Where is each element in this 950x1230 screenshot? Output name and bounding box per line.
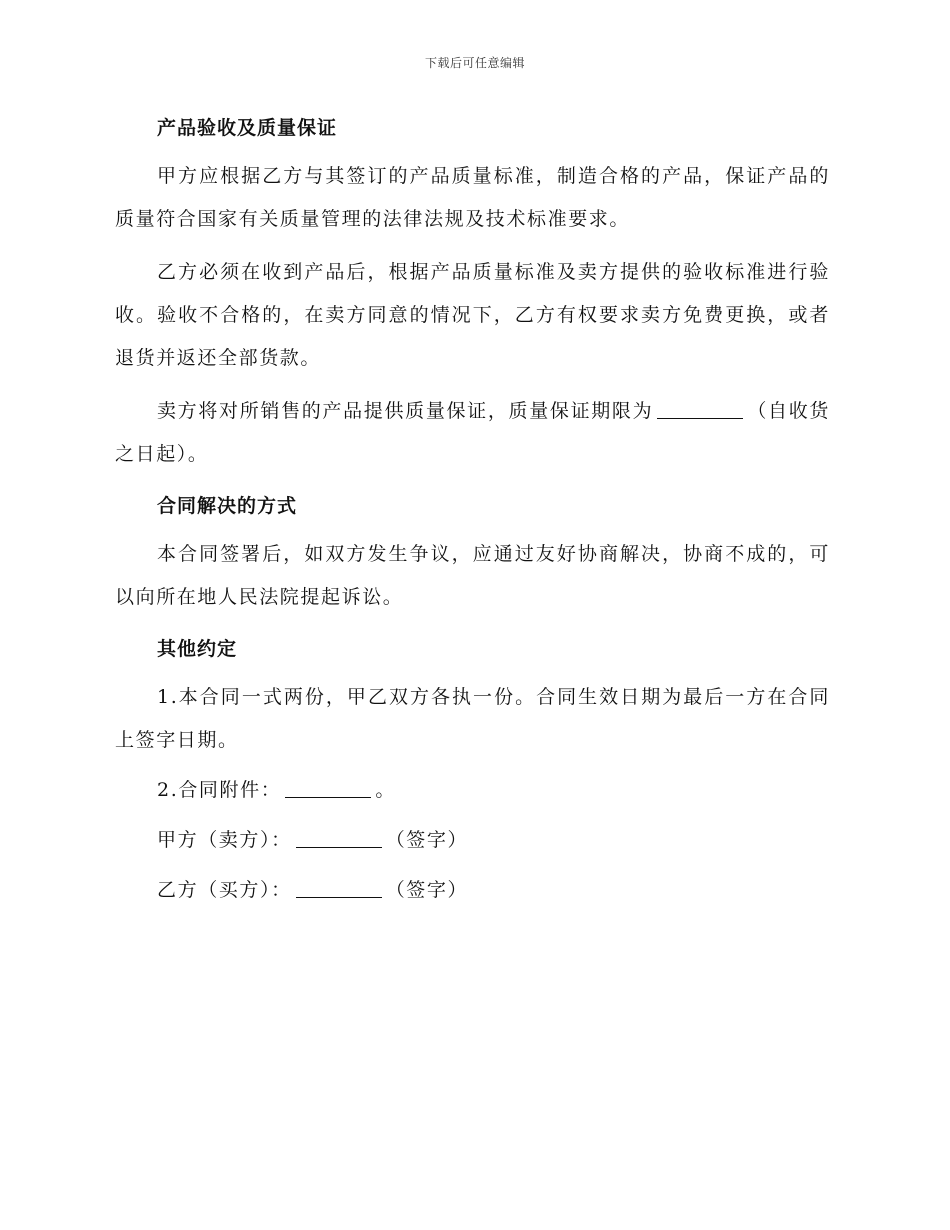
page-header: 下载后可任意编辑 — [424, 56, 525, 70]
warranty-text-after: （自收货之日起）。 — [115, 400, 830, 465]
party-b-signature-line — [157, 869, 830, 912]
warranty-period-blank — [657, 400, 743, 419]
party-b-signature-blank — [296, 879, 382, 898]
section-title-other: 其他约定 — [157, 638, 238, 660]
acceptance-paragraph-2: 乙方必须在收到产品后，根据产品质量标准及卖方提供的验收标准进行验收。验收不合格的，在卖方同意的情况下，乙方有权要求卖方免费更换，或者退货并返还全部货款。 — [115, 261, 830, 369]
party-a-signature-blank — [296, 829, 382, 848]
party-b-label: 乙方（买方）： — [157, 879, 292, 901]
attachment-end: 。 — [375, 779, 396, 801]
party-a-label: 甲方（卖方）： — [157, 829, 292, 851]
party-a-signature-line — [157, 819, 830, 862]
section-title-dispute: 合同解决的方式 — [157, 495, 298, 517]
attachment-blank — [285, 779, 371, 798]
acceptance-paragraph-1: 甲方应根据乙方与其签订的产品质量标准，制造合格的产品，保证产品的质量符合国家有关质量管理的法律法规及技术标准要求。 — [115, 165, 830, 230]
section-title-acceptance: 产品验收及质量保证 — [157, 117, 338, 139]
warranty-text-before: 卖方将对所销售的产品提供质量保证，质量保证期限为 — [157, 400, 654, 422]
document-body — [115, 108, 830, 912]
party-a-sign-note: （签字） — [385, 829, 469, 851]
dispute-paragraph-1: 本合同签署后，如双方发生争议，应通过友好协商解决，协商不成的，可以向所在地人民法院提起诉讼。 — [115, 543, 830, 608]
attachment-label: 2.合同附件： — [157, 779, 282, 801]
acceptance-paragraph-3 — [115, 390, 830, 476]
other-paragraph-1: 1.本合同一式两份，甲乙双方各执一份。合同生效日期为最后一方在合同上签字日期。 — [115, 686, 830, 751]
party-b-sign-note: （签字） — [385, 879, 469, 901]
attachment-line — [157, 769, 830, 812]
